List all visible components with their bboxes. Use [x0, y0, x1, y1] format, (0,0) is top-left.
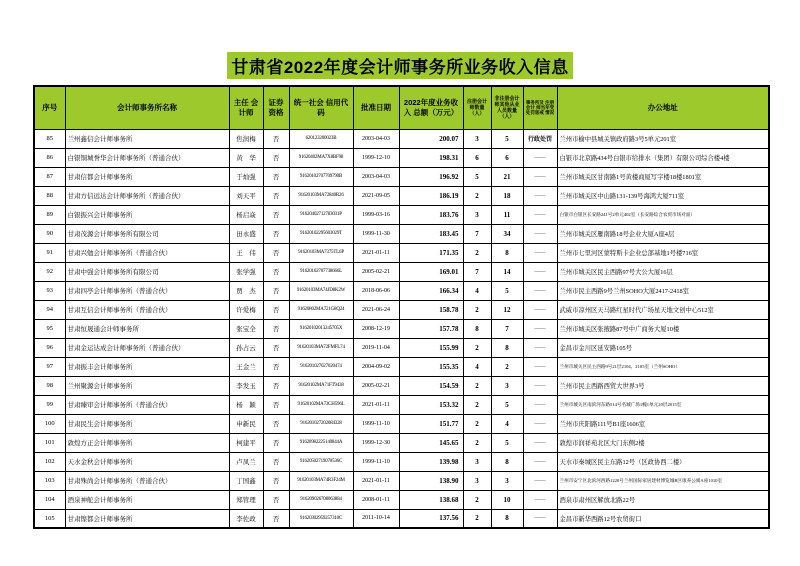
cpa-count-cell: 3 [463, 205, 491, 224]
credit-code-cell: 91620402MA7X8BF98 [289, 148, 353, 167]
securities-cell: 否 [263, 129, 289, 148]
header-firm-name: 会计师事务所名称 [65, 86, 229, 129]
noncpa-count-cell: 5 [491, 433, 523, 452]
cpa-count-cell: 2 [463, 186, 491, 205]
securities-cell: 否 [263, 167, 289, 186]
approval-date-cell: 1999-12-10 [353, 148, 399, 167]
revenue-cell: 171.35 [399, 243, 463, 262]
office-address-cell: 敦煌市润祥苑北区大门东侧2楼 [557, 433, 769, 452]
revenue-cell: 154.59 [399, 376, 463, 395]
credit-code-cell: 91620982225140844A [289, 433, 353, 452]
table-row [34, 490, 769, 509]
punishment-cell: —— [523, 243, 557, 262]
cpa-count-cell: 2 [463, 433, 491, 452]
firm-name-cell: 甘肃方信远达会计师事务所（普通合伙） [65, 186, 229, 205]
table-row [34, 338, 769, 357]
header-row [34, 86, 769, 129]
table-row [34, 243, 769, 262]
seq-cell: 97 [34, 357, 65, 376]
credit-code-cell: 91620102295603029T [289, 224, 353, 243]
approval-date-cell: 1999-03-16 [353, 205, 399, 224]
table-row [34, 471, 769, 490]
credit-code-cell: 91620502719070536C [289, 452, 353, 471]
noncpa-count-cell: 3 [491, 376, 523, 395]
seq-cell: 88 [34, 186, 65, 205]
credit-code-cell: 91620402712783031P [289, 205, 353, 224]
securities-cell: 否 [263, 300, 289, 319]
chief-accountant-cell: 李佐政 [229, 509, 263, 528]
securities-cell: 否 [263, 338, 289, 357]
chief-accountant-cell: 黄 华 [229, 148, 263, 167]
table-row [34, 319, 769, 338]
seq-cell: 103 [34, 471, 65, 490]
table-row [34, 414, 769, 433]
approval-date-cell: 2004-09-02 [353, 357, 399, 376]
cpa-count-cell: 5 [463, 167, 491, 186]
punishment-cell: —— [523, 395, 557, 414]
approval-date-cell: 2021-01-11 [353, 243, 399, 262]
credit-code-cell: 916209026708063884 [289, 490, 353, 509]
chief-accountant-cell: 张宝全 [229, 319, 263, 338]
cpa-count-cell: 7 [463, 262, 491, 281]
seq-cell: 89 [34, 205, 65, 224]
office-address-cell: 兰州市城关区民主西路97号大公大厦16层 [557, 262, 769, 281]
punishment-cell: —— [523, 357, 557, 376]
table-row [34, 129, 769, 148]
approval-date-cell: 2019-11-04 [353, 338, 399, 357]
table-row [34, 281, 769, 300]
punishment-cell: —— [523, 167, 557, 186]
header-office-address: 办公地址 [557, 86, 769, 129]
firm-name-cell: 甘肃镍都会计师事务所 [65, 509, 229, 528]
firm-name-cell: 甘肃民生会计师事务所 [65, 414, 229, 433]
cpa-count-cell: 2 [463, 509, 491, 528]
revenue-cell: 155.99 [399, 338, 463, 357]
office-address-cell: 酒泉市肃州区解放北路22号 [557, 490, 769, 509]
punishment-cell: —— [523, 300, 557, 319]
chief-accountant-cell: 卢凤兰 [229, 452, 263, 471]
credit-code-cell: 91620102MA73CH596L [289, 395, 353, 414]
credit-code-cell: 91620102707709790B [289, 167, 353, 186]
approval-date-cell: 2005-02-21 [353, 376, 399, 395]
office-address-cell: 兰州市民主西路9号兰州SOHO大厦2417-2418室 [557, 281, 769, 300]
firm-name-cell: 天水金秋会计师事务所 [65, 452, 229, 471]
seq-cell: 99 [34, 395, 65, 414]
securities-cell: 否 [263, 224, 289, 243]
chief-accountant-cell: 田永盛 [229, 224, 263, 243]
chief-accountant-cell: 焦润梅 [229, 129, 263, 148]
chief-accountant-cell: 丁国鑫 [229, 471, 263, 490]
title-band [0, 0, 800, 79]
cpa-count-cell: 2 [463, 376, 491, 395]
office-address-cell: 武威市凉州区天马路红星时代广场星天地文创中心512室 [557, 300, 769, 319]
table-row [34, 452, 769, 471]
seq-cell: 100 [34, 414, 65, 433]
firm-name-cell: 甘肃恒晟通会计师事务所 [65, 319, 229, 338]
credit-code-cell: 916201027027020474 [289, 357, 353, 376]
office-address-cell: 兰州市安宁区北滨河西路1220号兰州国际家居建材博览城B区康养公寓A座1010室 [557, 471, 769, 490]
revenue-cell: 166.34 [399, 281, 463, 300]
securities-cell: 否 [263, 205, 289, 224]
noncpa-count-cell: 18 [491, 186, 523, 205]
securities-cell: 否 [263, 281, 289, 300]
header-seq: 序号 [34, 86, 65, 129]
securities-cell: 否 [263, 509, 289, 528]
office-address-cell: 金昌市新华西路12号农贸街口 [557, 509, 769, 528]
approval-date-cell: 1999-11-30 [353, 224, 399, 243]
securities-cell: 否 [263, 490, 289, 509]
header-securities-qualification: 证券 资格 [263, 86, 289, 129]
noncpa-count-cell: 21 [491, 167, 523, 186]
table-row [34, 186, 769, 205]
chief-accountant-cell: 郑管理 [229, 490, 263, 509]
office-address-cell: 兰州市城关区雁南路18号企业大厦A座4层 [557, 224, 769, 243]
punishment-cell: —— [523, 414, 557, 433]
approval-date-cell: 2003-04-03 [353, 167, 399, 186]
cpa-count-cell: 4 [463, 357, 491, 376]
chief-accountant-cell: 孙占云 [229, 338, 263, 357]
cpa-count-cell: 2 [463, 338, 491, 357]
noncpa-count-cell: 5 [491, 129, 523, 148]
firm-name-cell: 甘肃臻审会计师事务所（普通合伙） [65, 395, 229, 414]
firm-name-cell: 甘肃信都会计师事务所 [65, 167, 229, 186]
seq-cell: 90 [34, 224, 65, 243]
approval-date-cell: 2011-10-14 [353, 509, 399, 528]
chief-accountant-cell: 杨启焱 [229, 205, 263, 224]
securities-cell: 否 [263, 433, 289, 452]
punishment-cell: —— [523, 205, 557, 224]
credit-code-cell: 91620103MA74JD8K2W [289, 281, 353, 300]
noncpa-count-cell: 2 [491, 357, 523, 376]
approval-date-cell: 2008-12-19 [353, 319, 399, 338]
securities-cell: 否 [263, 471, 289, 490]
chief-accountant-cell: 刘天平 [229, 186, 263, 205]
cpa-count-cell: 2 [463, 243, 491, 262]
office-address-cell: 兰州市七里河区蒙特斯卡企业总部基地1号楼716室 [557, 243, 769, 262]
credit-code-cell: 91620103MA7375TL6P [289, 243, 353, 262]
revenue-cell: 153.32 [399, 395, 463, 414]
seq-cell: 93 [34, 281, 65, 300]
securities-cell: 否 [263, 186, 289, 205]
header-revenue-total: 2022年度业务收入 总额（万元） [399, 86, 463, 129]
office-address-cell: 兰州市城关区中山路131-139号海鸿大厦711室 [557, 186, 769, 205]
seq-cell: 96 [34, 338, 65, 357]
punishment-cell: —— [523, 338, 557, 357]
noncpa-count-cell: 5 [491, 395, 523, 414]
punishment-cell: —— [523, 224, 557, 243]
table-row [34, 205, 769, 224]
approval-date-cell: 2021-06-24 [353, 300, 399, 319]
chief-accountant-cell: 于灿强 [229, 167, 263, 186]
credit-code-cell: 91620102707738666L [289, 262, 353, 281]
securities-cell: 否 [263, 148, 289, 167]
page-title: 甘肃省2022年度会计师事务所业务收入信息 [227, 52, 572, 79]
chief-accountant-cell: 申新民 [229, 414, 263, 433]
table-row [34, 148, 769, 167]
noncpa-count-cell: 8 [491, 243, 523, 262]
cpa-count-cell: 7 [463, 224, 491, 243]
firm-name-cell: 甘肃茂源会计师事务所有限公司 [65, 224, 229, 243]
cpa-count-cell: 3 [463, 129, 491, 148]
punishment-cell: —— [523, 186, 557, 205]
chief-accountant-cell: 贾 杰 [229, 281, 263, 300]
table-row [34, 300, 769, 319]
securities-cell: 否 [263, 414, 289, 433]
seq-cell: 102 [34, 452, 65, 471]
seq-cell: 105 [34, 509, 65, 528]
revenue-table [33, 85, 770, 529]
header-punishment: 事务所及 注册会计 师当年受 处罚惩戒 情况 [523, 86, 557, 129]
office-address-cell: 兰州市民主西路西贸大世界3号 [557, 376, 769, 395]
revenue-cell: 139.98 [399, 452, 463, 471]
cpa-count-cell: 4 [463, 281, 491, 300]
firm-name-cell: 甘肃殊尚会计师事务所（普通合伙） [65, 471, 229, 490]
punishment-cell: —— [523, 281, 557, 300]
header-cpa-count: 注册会计 师数量 （人） [463, 86, 491, 129]
seq-cell: 85 [34, 129, 65, 148]
credit-code-cell: 91620802MA721G8Q24 [289, 300, 353, 319]
credit-code-cell: 91620103MA72840R26 [289, 186, 353, 205]
securities-cell: 否 [263, 357, 289, 376]
firm-name-cell: 兰州鑫信会计师事务所 [65, 129, 229, 148]
seq-cell: 86 [34, 148, 65, 167]
punishment-cell: —— [523, 433, 557, 452]
punishment-cell: —— [523, 471, 557, 490]
chief-accountant-cell: 柯建平 [229, 433, 263, 452]
header-approval-date: 批准日期 [353, 86, 399, 129]
cpa-count-cell: 8 [463, 319, 491, 338]
credit-code-cell: 91620302959257310C [289, 509, 353, 528]
cpa-count-cell: 3 [463, 471, 491, 490]
approval-date-cell: 2008-01-11 [353, 490, 399, 509]
seq-cell: 95 [34, 319, 65, 338]
revenue-cell: 186.19 [399, 186, 463, 205]
revenue-cell: 145.65 [399, 433, 463, 452]
header-noncpa-count: 非注册会计 师其他从业 人员数量 （人） [491, 86, 523, 129]
table-row [34, 262, 769, 281]
credit-code-cell: 91620102013245705X [289, 319, 353, 338]
credit-code-cell: 91620103MA72FMFL74 [289, 338, 353, 357]
securities-cell: 否 [263, 452, 289, 471]
approval-date-cell: 1999-12-30 [353, 433, 399, 452]
office-address-cell: 天水市秦城区民主东路12号（区政协西二楼） [557, 452, 769, 471]
credit-code-cell: 91620103MA74R3F24M [289, 471, 353, 490]
noncpa-count-cell: 8 [491, 338, 523, 357]
seq-cell: 104 [34, 490, 65, 509]
noncpa-count-cell: 6 [491, 148, 523, 167]
office-address-cell: 白银市北京路434号白银市给排水（集团）有限公司综合楼4楼 [557, 148, 769, 167]
noncpa-count-cell: 3 [491, 471, 523, 490]
noncpa-count-cell: 14 [491, 262, 523, 281]
seq-cell: 91 [34, 243, 65, 262]
office-address-cell: 兰州市城关区南滨河东路514号名城广场1幢1单元20层2015室 [557, 395, 769, 414]
revenue-cell: 183.45 [399, 224, 463, 243]
punishment-cell: 行政处罚 [523, 129, 557, 148]
revenue-cell: 138.68 [399, 490, 463, 509]
securities-cell: 否 [263, 319, 289, 338]
approval-date-cell: 2021-01-11 [353, 395, 399, 414]
firm-name-cell: 酒泉神舵会计师事务所 [65, 490, 229, 509]
table-body [34, 129, 769, 528]
revenue-cell: 198.31 [399, 148, 463, 167]
noncpa-count-cell: 8 [491, 452, 523, 471]
noncpa-count-cell: 7 [491, 319, 523, 338]
credit-code-cell: 620123200023B [289, 129, 353, 148]
office-address-cell: 金昌市金川区延安路105号 [557, 338, 769, 357]
revenue-cell: 196.92 [399, 167, 463, 186]
approval-date-cell: 1999-11-10 [353, 414, 399, 433]
table-row [34, 509, 769, 528]
noncpa-count-cell: 10 [491, 490, 523, 509]
credit-code-cell: 916201027202084328 [289, 414, 353, 433]
table-row [34, 224, 769, 243]
table-header [34, 86, 769, 129]
office-address-cell: 兰州市榆中县城关镇政府路3号5单元201室 [557, 129, 769, 148]
cpa-count-cell: 2 [463, 414, 491, 433]
seq-cell: 101 [34, 433, 65, 452]
firm-name-cell: 甘肃互信会计师事务所（普通合伙） [65, 300, 229, 319]
table-row [34, 433, 769, 452]
office-address-cell: 兰州市城关区张掖路87号中广商务大厦10楼 [557, 319, 769, 338]
firm-name-cell: 甘肃中强会计师事务所有限公司 [65, 262, 229, 281]
approval-date-cell: 2003-04-03 [353, 129, 399, 148]
approval-date-cell: 1999-11-10 [353, 452, 399, 471]
seq-cell: 98 [34, 376, 65, 395]
firm-name-cell: 兰州聚源会计师事务所 [65, 376, 229, 395]
securities-cell: 否 [263, 376, 289, 395]
chief-accountant-cell: 王金兰 [229, 357, 263, 376]
firm-name-cell: 白银铜城誉华会计师事务所（普通合伙） [65, 148, 229, 167]
table-row [34, 167, 769, 186]
chief-accountant-cell: 王 伟 [229, 243, 263, 262]
chief-accountant-cell: 张学强 [229, 262, 263, 281]
seq-cell: 92 [34, 262, 65, 281]
chief-accountant-cell: 李发玉 [229, 376, 263, 395]
securities-cell: 否 [263, 243, 289, 262]
table-row [34, 376, 769, 395]
header-credit-code: 统一社会 信用代码 [289, 86, 353, 129]
noncpa-count-cell: 4 [491, 414, 523, 433]
approval-date-cell: 2005-02-21 [353, 262, 399, 281]
cpa-count-cell: 3 [463, 452, 491, 471]
securities-cell: 否 [263, 262, 289, 281]
noncpa-count-cell: 11 [491, 205, 523, 224]
punishment-cell: —— [523, 509, 557, 528]
revenue-cell: 158.78 [399, 300, 463, 319]
revenue-cell: 183.76 [399, 205, 463, 224]
credit-code-cell: 91620102MA71FT9438 [289, 376, 353, 395]
revenue-cell: 138.90 [399, 471, 463, 490]
noncpa-count-cell: 8 [491, 509, 523, 528]
cpa-count-cell: 2 [463, 395, 491, 414]
noncpa-count-cell: 5 [491, 281, 523, 300]
cpa-count-cell: 6 [463, 148, 491, 167]
noncpa-count-cell: 34 [491, 224, 523, 243]
office-address-cell: 兰州市庆阳路111号B1座1606室 [557, 414, 769, 433]
approval-date-cell: 2021-01-11 [353, 471, 399, 490]
punishment-cell: —— [523, 148, 557, 167]
punishment-cell: —— [523, 376, 557, 395]
chief-accountant-cell: 杨 颖 [229, 395, 263, 414]
firm-name-cell: 甘肃振丰会计师事务所 [65, 357, 229, 376]
header-chief-accountant: 主任 会计师 [229, 86, 263, 129]
chief-accountant-cell: 许爱梅 [229, 300, 263, 319]
punishment-cell: —— [523, 490, 557, 509]
revenue-cell: 155.35 [399, 357, 463, 376]
seq-cell: 94 [34, 300, 65, 319]
firm-name-cell: 敦煌方正会计师事务所 [65, 433, 229, 452]
firm-name-cell: 白银振兴会计师事务所 [65, 205, 229, 224]
table-row [34, 395, 769, 414]
punishment-cell: —— [523, 319, 557, 338]
noncpa-count-cell: 12 [491, 300, 523, 319]
cpa-count-cell: 2 [463, 490, 491, 509]
punishment-cell: —— [523, 262, 557, 281]
revenue-cell: 169.01 [399, 262, 463, 281]
securities-cell: 否 [263, 395, 289, 414]
firm-name-cell: 甘肃四亭会计师事务所（普通合伙） [65, 281, 229, 300]
revenue-cell: 151.77 [399, 414, 463, 433]
table-row [34, 357, 769, 376]
punishment-cell: —— [523, 452, 557, 471]
office-address-cell: 白银市白银区长安路241号2单元402室（长安路综合农贸市场对面） [557, 205, 769, 224]
revenue-cell: 200.07 [399, 129, 463, 148]
office-address-cell: 兰州市城关区民主西路9号21层2104、2105室（兰州SOHO） [557, 357, 769, 376]
seq-cell: 87 [34, 167, 65, 186]
office-address-cell: 兰州市城关区甘南路1号黄楼商厦写字楼18楼1801室 [557, 167, 769, 186]
cpa-count-cell: 2 [463, 300, 491, 319]
firm-name-cell: 甘肃金运达成会计师事务所（普通合伙） [65, 338, 229, 357]
revenue-cell: 157.78 [399, 319, 463, 338]
revenue-cell: 137.56 [399, 509, 463, 528]
approval-date-cell: 2018-06-06 [353, 281, 399, 300]
firm-name-cell: 甘肃兴勉会计师事务所（普通合伙） [65, 243, 229, 262]
approval-date-cell: 2021-09-05 [353, 186, 399, 205]
